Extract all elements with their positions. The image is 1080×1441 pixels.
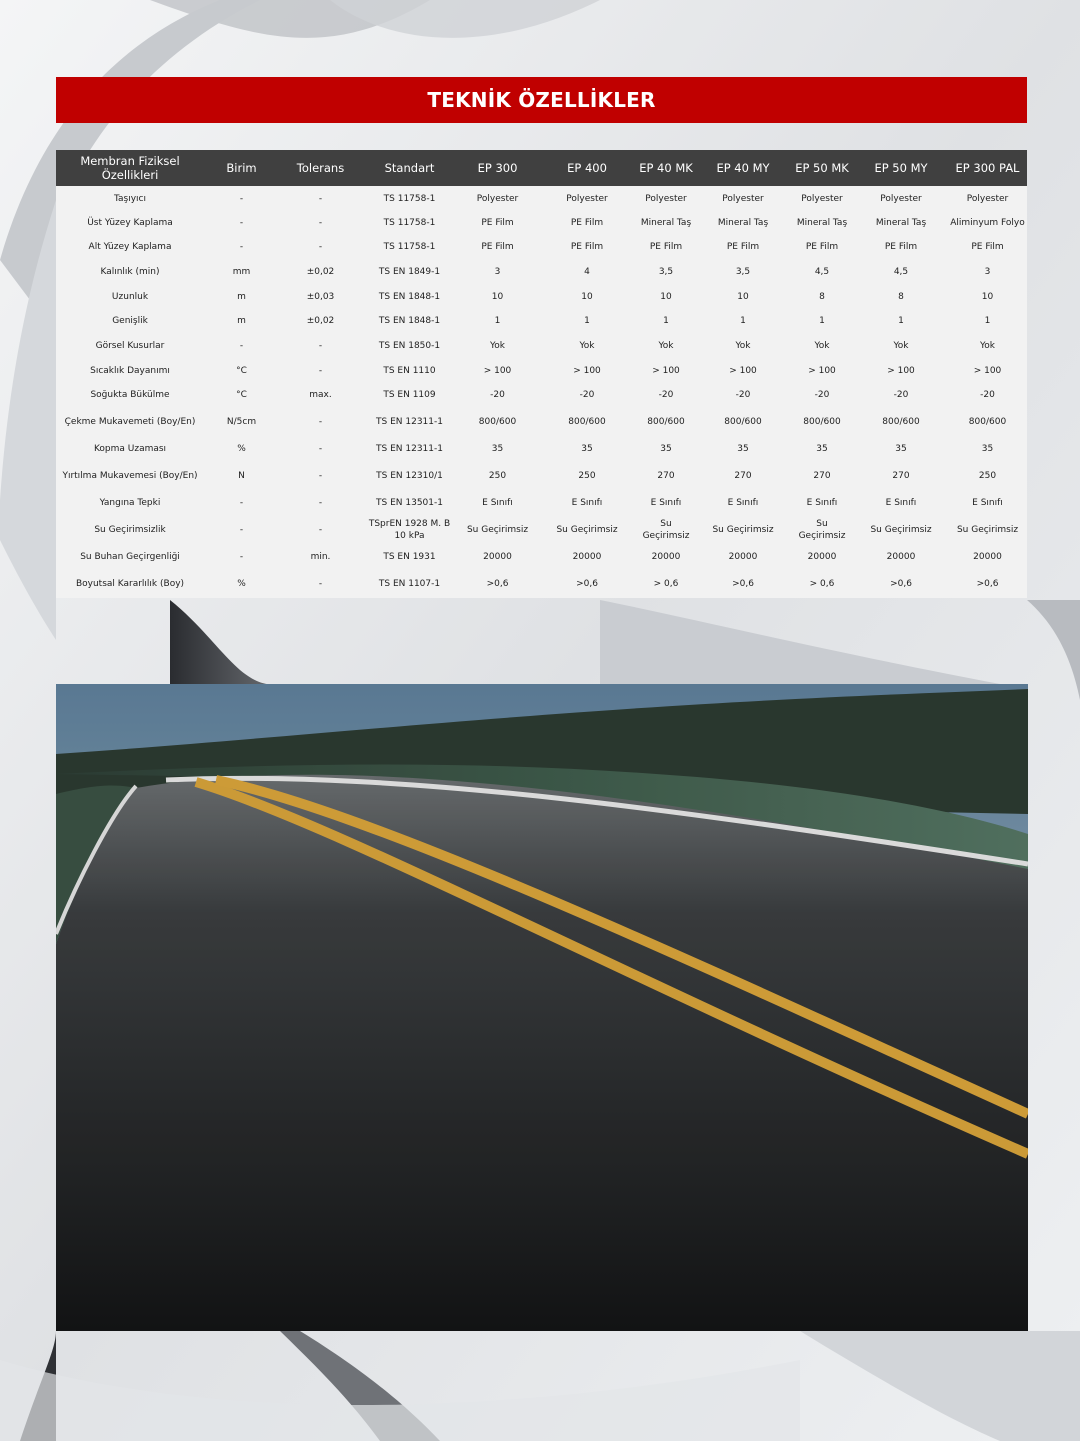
table-cell: Yok [893,340,909,351]
table-cell: Yok [489,340,506,351]
table-cell: Su Geçirimsiz [642,519,690,541]
table-cell: 1 [740,316,746,326]
table-cell: 20000 [728,552,758,562]
table-cell: 20000 [886,552,916,562]
table-cell: E Sınıfı [650,498,682,508]
table-cell: TS EN 1848-1 [378,316,441,326]
table-cell: Aliminyum Folyo [950,218,1025,228]
table-cell: 10 [660,291,672,302]
table-cell: Polyester [476,193,519,204]
table-cell: % [237,578,246,589]
table-cell: > 0,6 [653,578,679,589]
table-cell: m [237,291,246,302]
table-cell: -20 [490,390,505,400]
table-cell: 35 [895,443,907,454]
table-cell: 3 [494,266,501,277]
table-cell: Yok [735,340,751,351]
table-cell: - [239,525,244,535]
table-cell: 35 [491,443,504,454]
table-cell: TS EN 1110 [383,365,436,376]
table-body [56,186,1027,598]
table-cell: > 0,6 [809,578,835,589]
table-cell: - [318,525,323,535]
property-name-cell: Çekme Mukavemeti (Boy/En) [64,416,196,427]
table-row [56,491,1027,515]
table-cell: Polyester [880,193,922,204]
table-cell: > 100 [573,365,601,376]
table-header [56,150,1027,186]
table-cell: PE Film [481,218,514,228]
table-cell: E Sınıfı [727,498,759,508]
table-cell: E Sınıfı [806,498,838,508]
table-row [56,515,1027,545]
property-name-cell: Genişlik [112,316,148,326]
table-cell: - [239,193,244,204]
table-cell: 250 [978,471,997,481]
table-cell: TS EN 1109 [383,390,436,400]
column-header: EP 50 MK [790,150,854,186]
table-cell: - [318,365,323,376]
column-header: EP 300 [457,150,538,186]
table-cell: max. [309,390,332,400]
road-photo [56,684,1028,1331]
table-cell: 1 [984,316,991,326]
table-cell: 1 [898,316,904,326]
table-cell: PE Film [884,242,918,252]
table-cell: Polyester [966,193,1009,204]
table-cell: 10 [981,291,994,302]
table-cell: ±0,02 [306,266,335,277]
table-row [56,333,1027,358]
table-cell: Su Geçirimsiz [798,519,846,541]
column-header: Standart [362,150,457,186]
table-cell: Su Geçirimsiz [870,525,932,535]
table-cell: -20 [893,390,909,400]
table-cell: 10 [491,291,504,302]
table-cell: Mineral Taş [796,218,848,228]
property-name-cell: Sıcaklık Dayanımı [90,365,170,376]
table-cell: Yok [579,340,595,351]
table-cell: TS EN 12310/1 [376,471,443,481]
column-header: EP 40 MY [696,150,790,186]
property-name-cell: Alt Yüzey Kaplama [88,242,172,252]
table-cell: - [318,443,323,454]
table-row [56,211,1027,235]
table-cell: - [239,218,244,228]
table-cell: 1 [584,316,590,326]
table-cell: - [318,242,323,252]
property-name-cell: Kopma Uzaması [93,443,167,454]
table-cell: 10 [581,291,593,302]
table-cell: -20 [980,390,995,400]
table-cell: - [239,242,244,252]
table-cell: Su Geçirimsiz [712,525,774,535]
table-row [56,358,1027,383]
table-cell: 4,5 [814,266,830,277]
table-cell: TS EN 1931 [383,552,436,562]
table-cell: > 100 [483,365,512,376]
column-header: EP 50 MY [854,150,948,186]
table-cell: Mineral Taş [640,218,692,228]
table-cell: >0,6 [732,578,754,589]
table-cell: 3,5 [658,266,674,277]
table-cell: TS EN 12311-1 [376,416,443,427]
table-cell: Mineral Taş [875,218,927,228]
table-cell: 3,5 [735,266,751,277]
table-cell: 800/600 [968,416,1007,427]
table-row [56,461,1027,491]
specifications-table [56,150,1027,598]
table-row [56,284,1027,309]
table-cell: TSprEN 1928 M. B 10 kPa [368,519,451,541]
table-cell: PE Film [805,242,839,252]
table-cell: E Sınıfı [885,498,917,508]
table-cell: 8 [819,291,825,302]
property-name-cell: Yangına Tepki [99,498,161,508]
column-header: Tolerans [279,150,362,186]
table-cell: Polyester [722,193,764,204]
table-cell: E Sınıfı [482,498,513,508]
table-cell: E Sınıfı [571,498,603,508]
table-cell: 1 [819,316,825,326]
table-cell: 1 [494,316,501,326]
table-row [56,186,1027,211]
table-row [56,259,1027,284]
table-cell: Su Geçirimsiz [956,525,1019,535]
table-cell: Yok [979,340,996,351]
table-cell: Polyester [645,193,687,204]
property-name-cell: Soğukta Bükülme [90,390,170,400]
table-cell: 4,5 [893,266,909,277]
table-cell: - [318,193,323,204]
property-name-cell: Üst Yüzey Kaplama [87,218,173,228]
table-cell: 800/600 [647,416,685,427]
table-cell: 20000 [807,552,837,562]
table-cell: TS EN 13501-1 [376,498,443,508]
table-cell: 10 [737,291,749,302]
column-header: EP 300 PAL [948,150,1027,186]
table-cell: % [237,443,246,454]
table-cell: Mineral Taş [717,218,769,228]
table-cell: TS 11758-1 [383,218,436,228]
table-cell: Yok [814,340,830,351]
table-cell: -20 [814,390,830,400]
table-row [56,309,1027,333]
table-cell: - [239,340,244,351]
table-cell: 250 [488,471,507,481]
page-title: TEKNİK ÖZELLİKLER [56,77,1027,123]
table-cell: m [237,316,246,326]
table-cell: - [239,498,244,508]
table-cell: >0,6 [576,578,598,589]
property-name-cell: Su Geçirimsizlik [94,525,166,535]
table-cell: -20 [735,390,751,400]
table-cell: 800/600 [478,416,517,427]
table-cell: 270 [657,471,675,481]
table-cell: 800/600 [882,416,920,427]
table-cell: > 100 [808,365,836,376]
table-cell: 8 [898,291,904,302]
table-cell: 35 [660,443,672,454]
table-cell: 35 [816,443,828,454]
table-cell: > 100 [652,365,680,376]
table-row [56,235,1027,259]
table-cell: min. [310,552,331,562]
property-name-cell: Boyutsal Kararlılık (Boy) [75,578,185,589]
table-cell: ±0,02 [306,316,335,326]
table-cell: - [318,498,323,508]
table-cell: 35 [981,443,994,454]
table-cell: 35 [737,443,749,454]
table-cell: -20 [579,390,595,400]
property-name-cell: Su Buhan Geçirgenliği [80,552,180,562]
property-name-cell: Kalınlık (min) [100,266,160,277]
table-cell: - [239,552,244,562]
table-cell: 800/600 [803,416,841,427]
table-cell: 4 [584,266,590,277]
column-header: Birim [204,150,279,186]
table-cell: PE Film [570,242,604,252]
column-header: Membran Fiziksel Özellikleri [56,150,204,186]
property-name-cell: Taşıyıcı [114,193,146,204]
table-cell: TS 11758-1 [383,242,436,252]
table-cell: 3 [984,266,991,277]
table-cell: PE Film [481,242,514,252]
property-name-cell: Yırtılma Mukavemesi (Boy/En) [62,471,198,481]
table-cell: >0,6 [486,578,509,589]
table-cell: 800/600 [724,416,762,427]
table-cell: mm [232,266,251,277]
column-header: EP 40 MK [636,150,696,186]
table-cell: > 100 [887,365,915,376]
table-cell: Su Geçirimsiz [556,525,618,535]
table-cell: 250 [578,471,596,481]
table-cell: TS EN 1848-1 [378,291,441,302]
table-cell: PE Film [570,218,604,228]
table-cell: 1 [663,316,669,326]
table-cell: N/5cm [226,416,257,427]
table-cell: 20000 [483,552,512,562]
table-cell: -20 [658,390,674,400]
table-cell: >0,6 [890,578,912,589]
table-cell: - [318,416,323,427]
table-row [56,436,1027,461]
table-cell: 270 [734,471,752,481]
table-cell: PE Film [649,242,683,252]
table-row [56,407,1027,436]
column-header: EP 400 [538,150,636,186]
table-cell: > 100 [973,365,1002,376]
table-cell: 270 [892,471,910,481]
table-cell: °C [236,390,247,400]
table-cell: TS EN 12311-1 [376,443,443,454]
table-cell: >0,6 [976,578,999,589]
table-cell: 35 [581,443,593,454]
table-cell: - [318,340,323,351]
table-cell: PE Film [971,242,1004,252]
table-cell: E Sınıfı [972,498,1003,508]
table-cell: - [318,578,323,589]
table-cell: Yok [658,340,674,351]
table-cell: TS EN 1850-1 [378,340,441,351]
table-cell: TS EN 1849-1 [378,266,441,277]
table-row [56,383,1027,407]
table-cell: 20000 [973,552,1002,562]
table-cell: - [318,218,323,228]
table-cell: Polyester [566,193,608,204]
table-row [56,545,1027,569]
table-cell: 270 [813,471,831,481]
table-cell: 20000 [651,552,681,562]
table-row [56,569,1027,598]
table-cell: Su Geçirimsiz [466,525,529,535]
table-cell: 20000 [572,552,602,562]
table-cell: TS 11758-1 [383,193,436,204]
table-cell: PE Film [726,242,760,252]
table-cell: N [238,471,245,481]
table-cell: °C [236,365,247,376]
table-cell: 800/600 [568,416,606,427]
table-cell: - [318,471,323,481]
property-name-cell: Görsel Kusurlar [95,340,165,351]
table-cell: TS EN 1107-1 [378,578,441,589]
table-cell: Polyester [801,193,843,204]
table-cell: ±0,03 [306,291,335,302]
table-cell: > 100 [729,365,757,376]
property-name-cell: Uzunluk [111,291,149,302]
